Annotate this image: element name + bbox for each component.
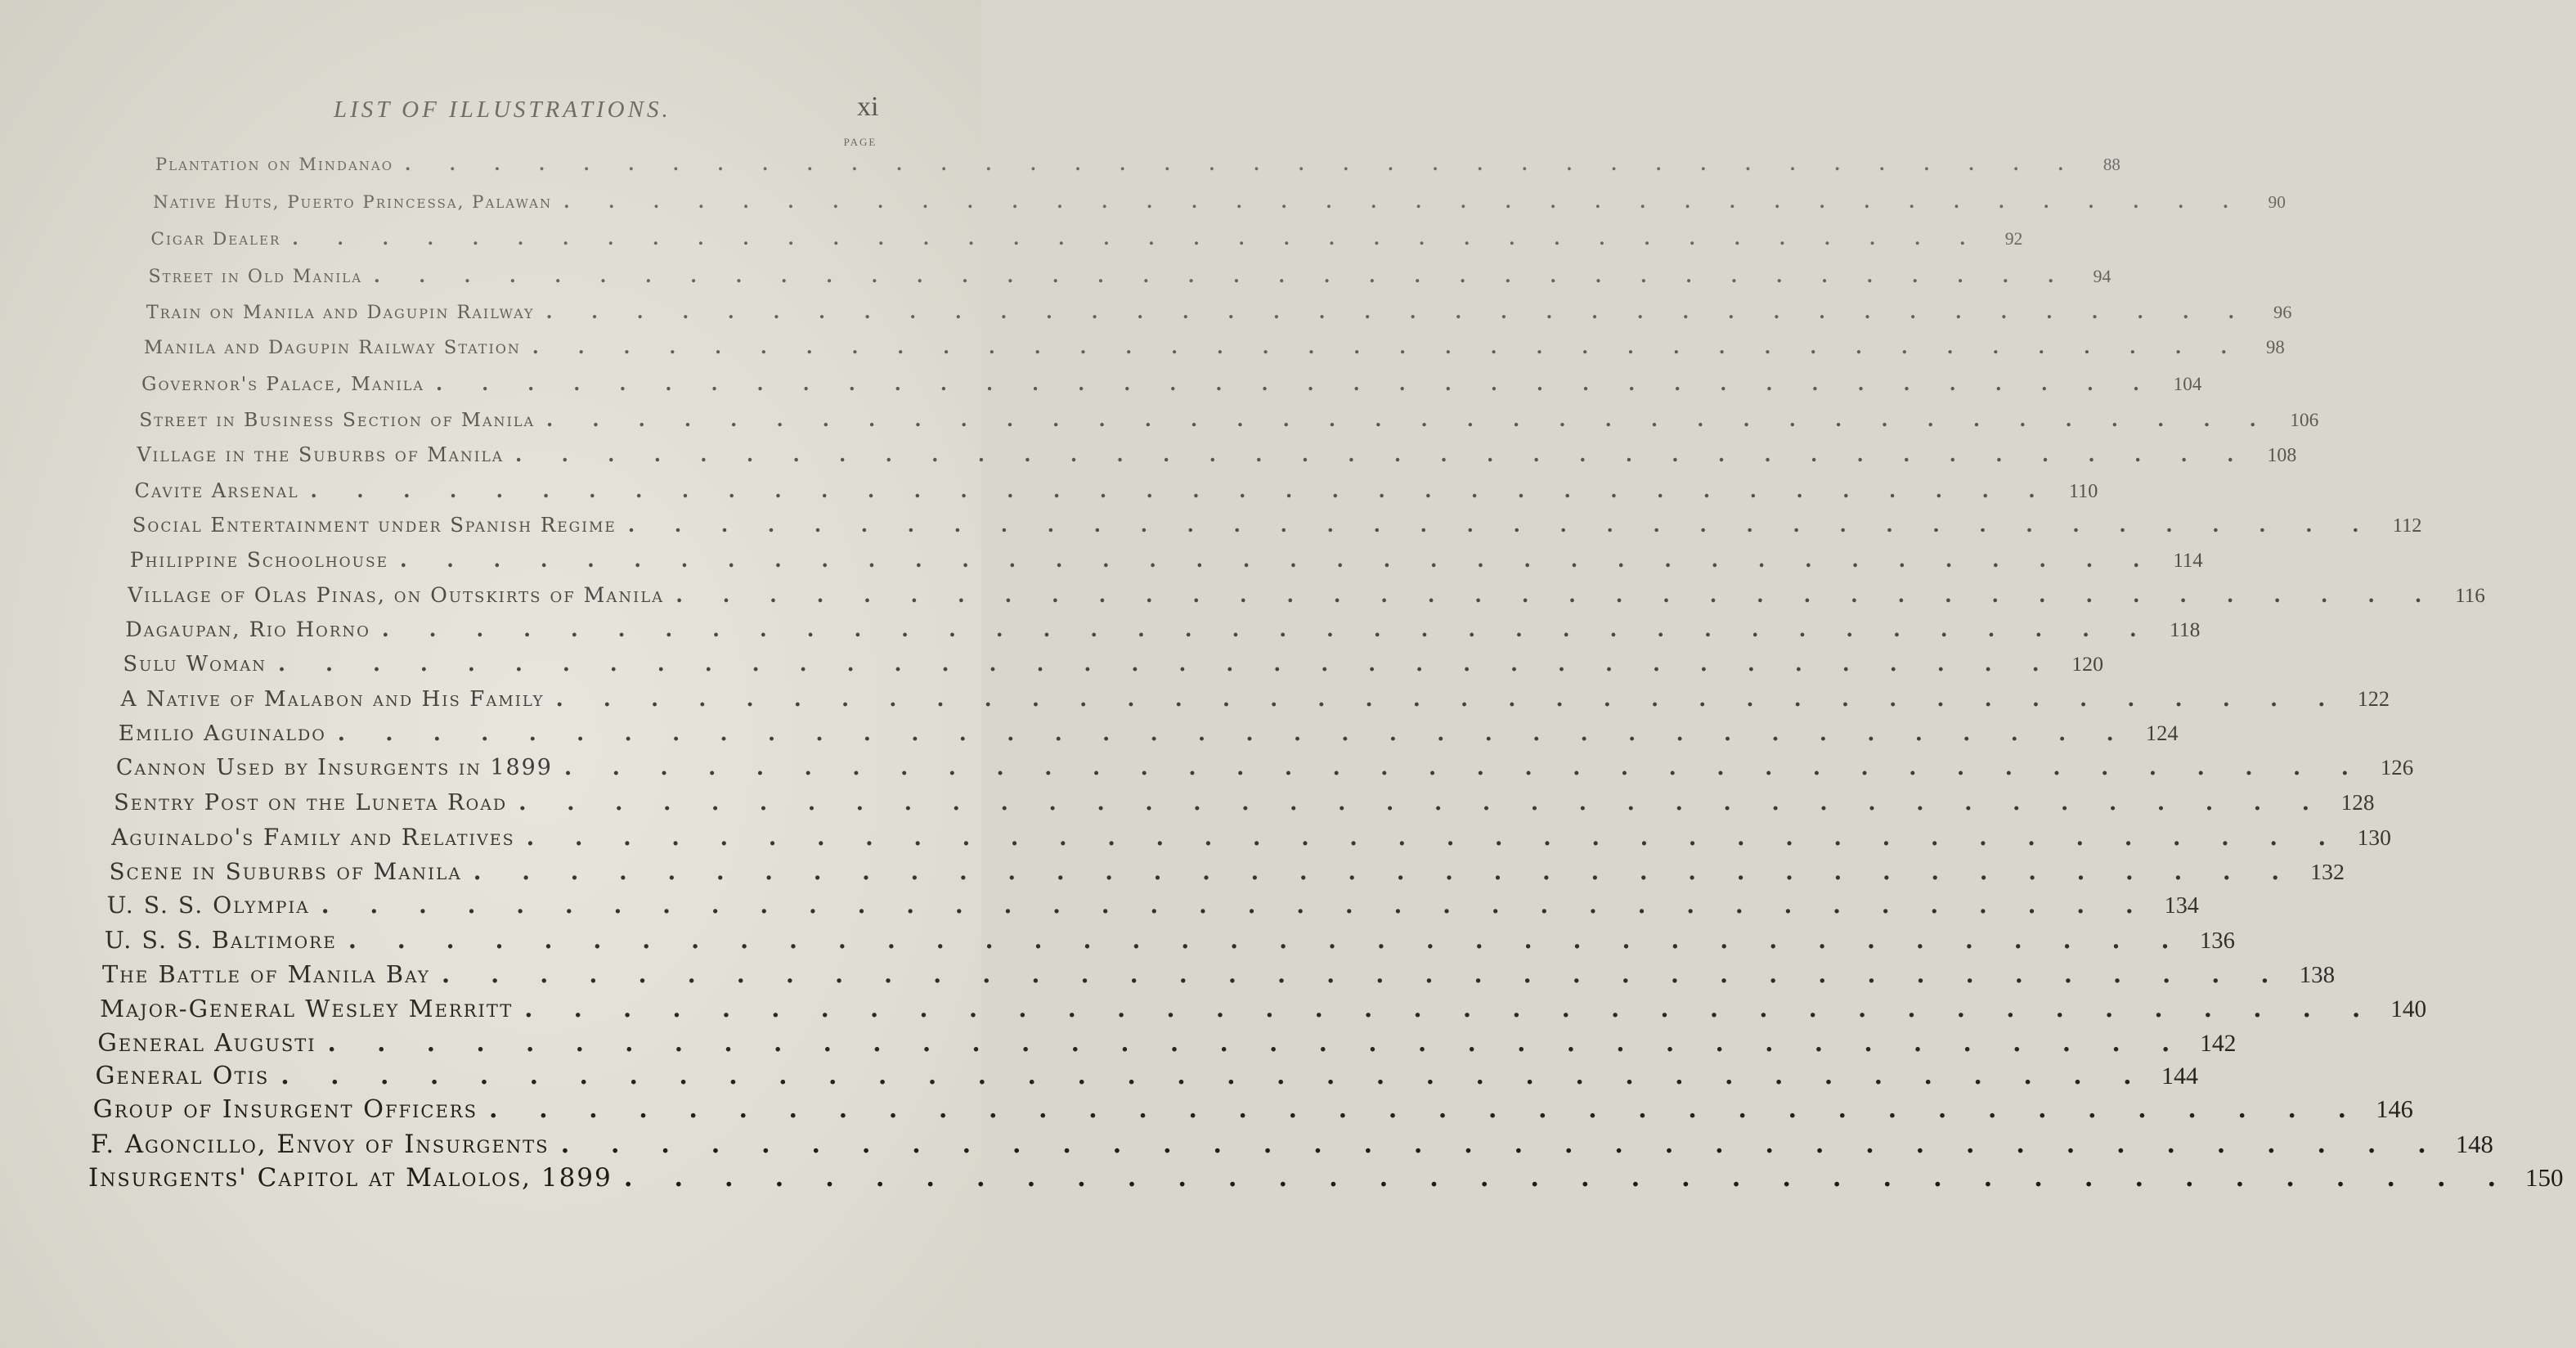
illustration-title: Scene in Suburbs of Manila bbox=[109, 857, 462, 885]
illustration-page-number: 90 bbox=[2268, 192, 2286, 213]
dot-leader: . . . . . . . . . . . . . . . . . . . . . . . . . . . . . . . . . . . . . . bbox=[532, 337, 2244, 359]
page-column-label: PAGE bbox=[843, 136, 877, 148]
illustration-page-number: 148 bbox=[2455, 1130, 2493, 1158]
illustration-page-number: 126 bbox=[2380, 755, 2414, 780]
illustration-title: Cannon Used by Insurgents in 1899 bbox=[115, 755, 553, 781]
list-item bbox=[114, 789, 2375, 816]
dot-leader: . . . . . . . . . . . . . . . . . . . . . . . . . . . . . . . . . . . . . . bbox=[675, 582, 2439, 608]
illustration-page-number: 134 bbox=[2164, 893, 2199, 919]
dot-leader: . . . . . . . . . . . . . . . . . . . . . . . . . . . . . . . . . . . . . . bbox=[442, 959, 2286, 988]
dot-leader: . . . . . . . . . . . . . . . . . . . . . . . . . . . . . . . . . . . . . . bbox=[623, 1163, 2513, 1193]
illustration-title: Aguinaldo's Family and Relatives bbox=[111, 823, 515, 851]
list-item bbox=[141, 372, 2202, 395]
list-item bbox=[95, 1061, 2199, 1090]
illustration-page-number: 112 bbox=[2392, 514, 2422, 537]
list-item bbox=[88, 1163, 2564, 1193]
illustration-title: Cavite Arsenal bbox=[134, 479, 299, 502]
illustration-title: Village in the Suburbs of Manila bbox=[137, 443, 505, 466]
dot-leader: . . . . . . . . . . . . . . . . . . . . . . . . . . . . . . . . . . . . . . bbox=[473, 857, 2296, 885]
list-item bbox=[148, 265, 2112, 287]
illustration-page-number: 114 bbox=[2173, 549, 2203, 572]
illustration-page-number: 146 bbox=[2376, 1095, 2413, 1124]
dot-leader: . . . . . . . . . . . . . . . . . . . . . . . . . . . . . . . . . . . . . . bbox=[292, 229, 1982, 250]
illustration-page-number: 124 bbox=[2145, 721, 2179, 746]
list-item bbox=[153, 192, 2286, 213]
list-item bbox=[97, 1027, 2237, 1058]
folio-page-number: xi bbox=[857, 92, 879, 122]
illustration-title: Train on Manila and Dagupin Railway bbox=[146, 301, 535, 323]
dot-leader: . . . . . . . . . . . . . . . . . . . . . . . . . . . . . . . . . . . . . . bbox=[280, 1061, 2148, 1090]
illustration-page-number: 136 bbox=[2199, 928, 2235, 954]
list-item bbox=[139, 407, 2319, 432]
list-item bbox=[146, 301, 2292, 323]
illustration-page-number: 144 bbox=[2161, 1062, 2199, 1090]
illustration-page-number: 94 bbox=[2093, 265, 2112, 286]
list-item bbox=[109, 857, 2345, 886]
illustration-title: Street in Business Section of Manila bbox=[139, 407, 536, 431]
dot-leader: . . . . . . . . . . . . . . . . . . . . . . . . . . . . . . . . . . . . . . bbox=[627, 513, 2376, 537]
illustration-title: U. S. S. Baltimore bbox=[104, 925, 337, 954]
illustration-page-number: 110 bbox=[2069, 480, 2098, 502]
illustration-page-number: 128 bbox=[2340, 789, 2375, 815]
list-item bbox=[90, 1129, 2493, 1159]
list-item bbox=[111, 823, 2391, 851]
dot-leader: . . . . . . . . . . . . . . . . . . . . . . . . . . . . . . . . . . . . . . bbox=[374, 265, 2071, 287]
dot-leader: . . . . . . . . . . . . . . . . . . . . . . . . . . . . . . . . . . . . . . bbox=[555, 686, 2342, 712]
list-item bbox=[104, 925, 2235, 955]
dot-leader: . . . . . . . . . . . . . . . . . . . . . . . . . . . . . . . . . . . . . . bbox=[518, 789, 2327, 816]
list-item bbox=[101, 959, 2336, 989]
list-item bbox=[132, 513, 2422, 537]
illustration-title: Emilio Aguinaldo bbox=[118, 721, 326, 747]
list-item bbox=[125, 617, 2201, 642]
dot-leader: . . . . . . . . . . . . . . . . . . . . . . . . . . . . . . . . . . . . . . bbox=[348, 925, 2186, 954]
illustration-title: Philippine Schoolhouse bbox=[129, 547, 389, 572]
dot-leader: . . . . . . . . . . . . . . . . . . . . . . . . . . . . . . . . . . . . . . bbox=[545, 301, 2251, 323]
illustration-page-number: 106 bbox=[2290, 409, 2319, 431]
illustration-page-number: 88 bbox=[2103, 155, 2120, 174]
list-item bbox=[120, 686, 2390, 712]
illustration-page-number: 118 bbox=[2170, 617, 2201, 641]
dot-leader: . . . . . . . . . . . . . . . . . . . . . . . . . . . . . . . . . . . . . . bbox=[560, 1129, 2443, 1159]
list-item bbox=[100, 994, 2427, 1023]
illustration-page-number: 140 bbox=[2390, 996, 2427, 1023]
dot-leader: . . . . . . . . . . . . . . . . . . . . . . . . . . . . . . . . . . . . . . bbox=[310, 478, 2052, 502]
illustration-page-number: 150 bbox=[2524, 1163, 2564, 1192]
illustration-title: Manila and Dagupin Railway Station bbox=[143, 337, 521, 359]
illustration-title: The Battle of Manila Bay bbox=[101, 959, 431, 988]
illustration-title: Sulu Woman bbox=[123, 651, 267, 676]
illustration-page-number: 142 bbox=[2200, 1030, 2237, 1057]
dot-leader: . . . . . . . . . . . . . . . . . . . . . . . . . . . . . . . . . . . . . . bbox=[278, 651, 2056, 676]
dot-leader: . . . . . . . . . . . . . . . . . . . . . . . . . . . . . . . . . . . . . . bbox=[381, 617, 2153, 642]
illustration-title: Insurgents' Capitol at Malolos, 1899 bbox=[88, 1163, 613, 1193]
list-item bbox=[118, 721, 2179, 747]
list-item bbox=[155, 154, 2120, 175]
illustration-page-number: 96 bbox=[2273, 301, 2292, 322]
illustration-title: Group of Insurgent Officers bbox=[92, 1095, 478, 1125]
running-title: LIST OF ILLUSTRATIONS. bbox=[334, 97, 671, 123]
dot-leader: . . . . . . . . . . . . . . . . . . . . . . . . . . . . . . . . . . . . . . bbox=[524, 994, 2377, 1023]
illustration-title: F. Agoncillo, Envoy of Insurgents bbox=[90, 1130, 550, 1159]
dot-leader: . . . . . . . . . . . . . . . . . . . . . . . . . . . . . . . . . . . . . . bbox=[563, 192, 2246, 213]
list-item bbox=[123, 651, 2103, 676]
list-item bbox=[137, 443, 2297, 467]
list-item bbox=[115, 755, 2414, 781]
illustration-title: Social Entertainment under Spanish Regime bbox=[132, 513, 617, 537]
illustration-page-number: 132 bbox=[2310, 859, 2345, 885]
dot-leader: . . . . . . . . . . . . . . . . . . . . . . . . . . . . . . . . . . . . . . bbox=[337, 721, 2130, 747]
illustration-page-number: 116 bbox=[2455, 585, 2485, 608]
list-item bbox=[106, 892, 2199, 919]
dot-leader: . . . . . . . . . . . . . . . . . . . . . . . . . . . . . . . . . . . . . . bbox=[546, 407, 2273, 431]
dot-leader: . . . . . . . . . . . . . . . . . . . . . . . . . . . . . . . . . . . . . . bbox=[526, 823, 2343, 851]
list-item bbox=[143, 337, 2285, 359]
illustration-title: U. S. S. Olympia bbox=[106, 892, 310, 919]
illustration-title: Sentry Post on the Luneta Road bbox=[114, 789, 508, 816]
dot-leader: . . . . . . . . . . . . . . . . . . . . . . . . . . . . . . . . . . . . . . bbox=[515, 443, 2251, 466]
list-item bbox=[134, 478, 2098, 503]
list-item bbox=[129, 547, 2203, 573]
illustration-title: Dagaupan, Rio Horno bbox=[125, 617, 370, 642]
illustration-title: Street in Old Manila bbox=[148, 266, 363, 287]
dot-leader: . . . . . . . . . . . . . . . . . . . . . . . . . . . . . . . . . . . . . . bbox=[327, 1027, 2187, 1057]
list-item bbox=[150, 229, 2023, 250]
illustration-title: Plantation on Mindanao bbox=[155, 155, 394, 174]
illustration-page-number: 120 bbox=[2071, 651, 2103, 676]
list-item bbox=[92, 1095, 2413, 1125]
illustration-title: Governor's Palace, Manila bbox=[141, 373, 424, 395]
dot-leader: . . . . . . . . . . . . . . . . . . . . . . . . . . . . . . . . . . . . . . bbox=[400, 547, 2156, 572]
illustration-title: Major-General Wesley Merritt bbox=[100, 995, 514, 1023]
illustration-title: A Native of Malabon and His Family bbox=[120, 687, 545, 712]
illustration-page-number: 98 bbox=[2265, 337, 2285, 358]
illustration-page-number: 108 bbox=[2267, 444, 2297, 466]
dot-leader: . . . . . . . . . . . . . . . . . . . . . . . . . . . . . . . . . . . . . . bbox=[436, 372, 2156, 395]
list-item bbox=[128, 582, 2485, 608]
illustration-title: General Otis bbox=[95, 1061, 270, 1090]
dot-leader: . . . . . . . . . . . . . . . . . . . . . . . . . . . . . . . . . . . . . . bbox=[321, 892, 2150, 919]
illustration-title: Village of Olas Pinas, on Outskirts of Manila bbox=[128, 583, 665, 608]
illustration-page-number: 138 bbox=[2299, 961, 2336, 988]
illustration-title: Native Huts, Puerto Princessa, Palawan bbox=[153, 192, 553, 213]
illustration-page-number: 122 bbox=[2357, 687, 2390, 712]
illustration-title: Cigar Dealer bbox=[150, 229, 281, 250]
illustration-page-number: 130 bbox=[2357, 824, 2391, 850]
dot-leader: . . . . . . . . . . . . . . . . . . . . . . . . . . . . . . . . . . . . . . bbox=[488, 1095, 2363, 1125]
illustration-page-number: 104 bbox=[2173, 372, 2202, 394]
illustration-title: General Augusti bbox=[97, 1028, 316, 1057]
illustration-page-number: 92 bbox=[2004, 229, 2023, 249]
dot-leader: . . . . . . . . . . . . . . . . . . . . . . . . . . . . . . . . . . . . . . bbox=[563, 755, 2366, 781]
dot-leader: . . . . . . . . . . . . . . . . . . . . . . . . . . . . . . . . . . . . . . bbox=[405, 154, 2080, 174]
